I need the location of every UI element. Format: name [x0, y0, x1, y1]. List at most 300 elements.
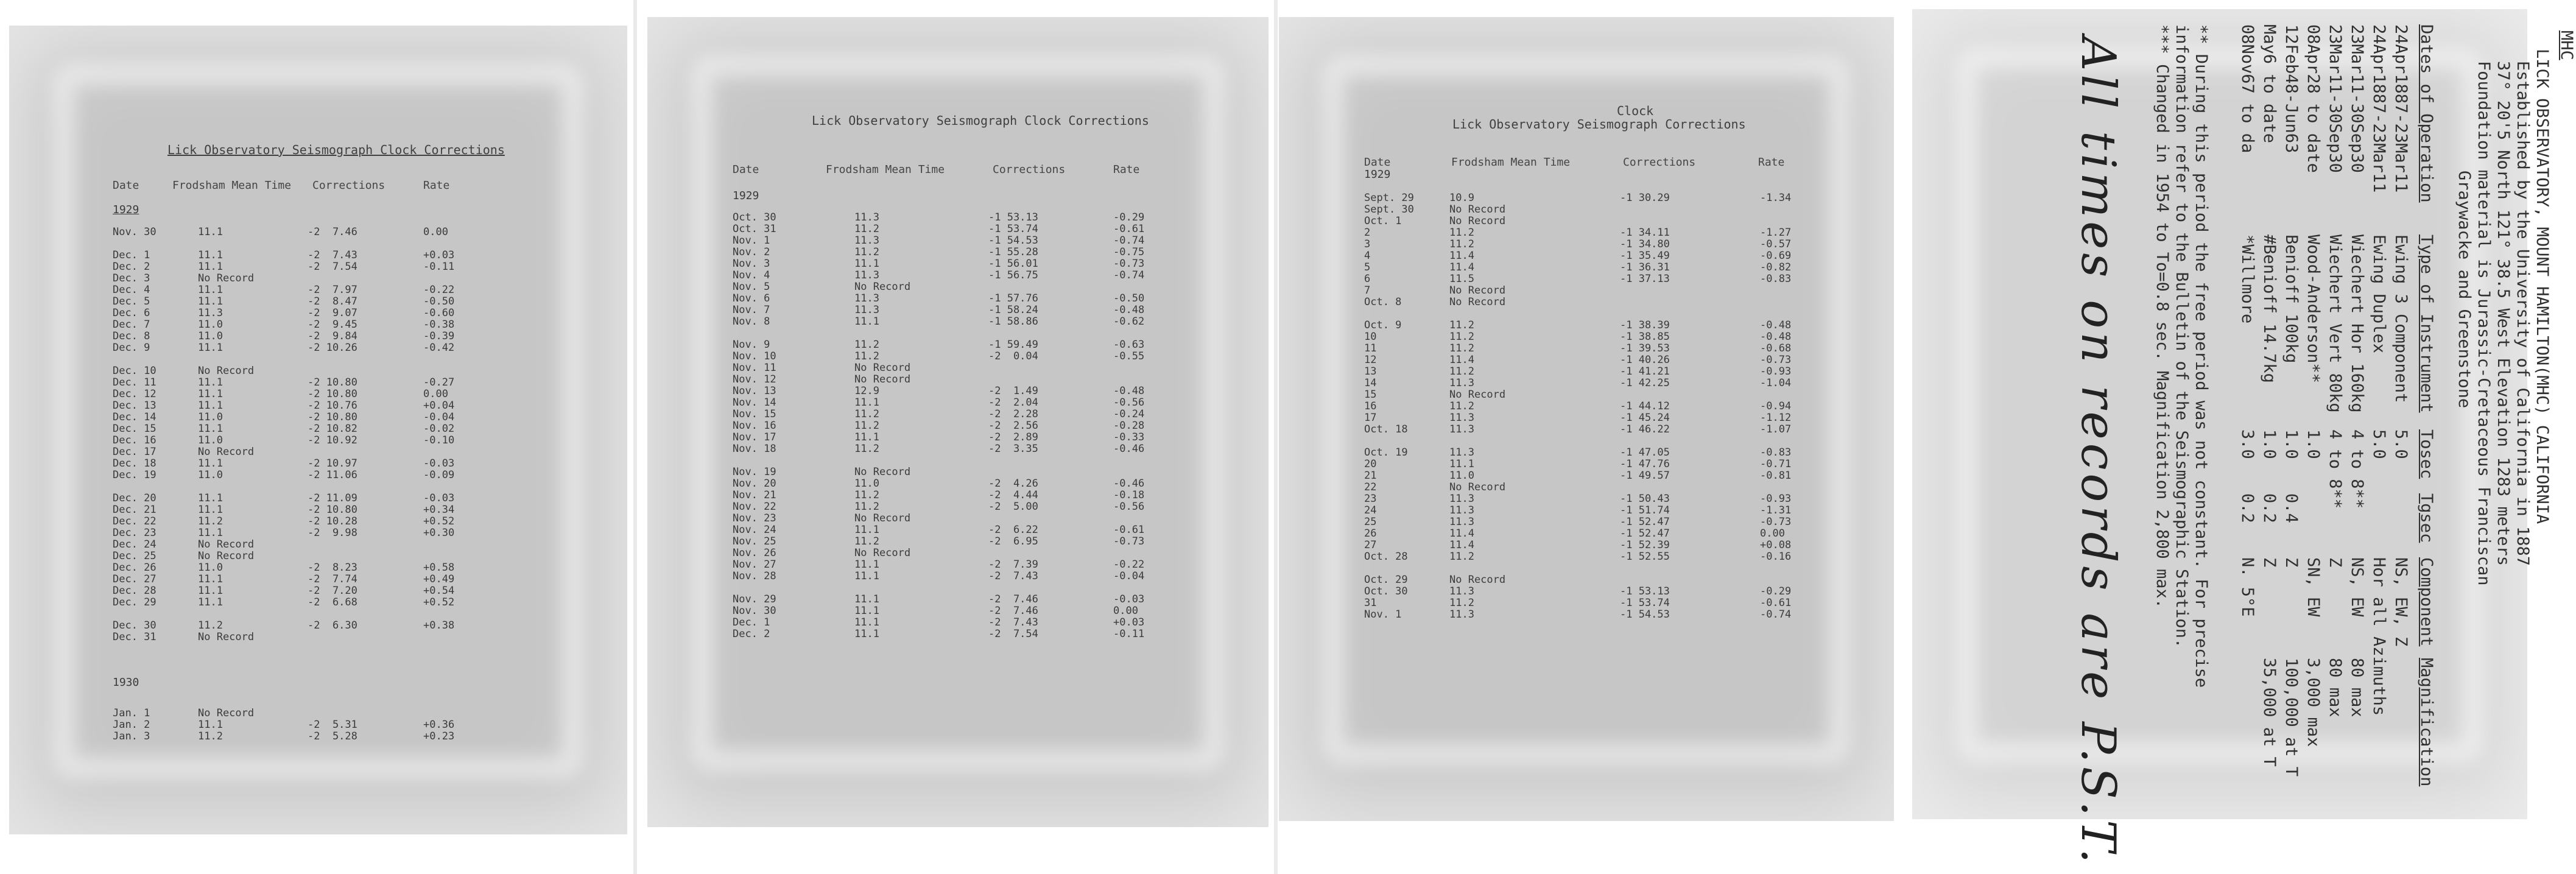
time-cell: 11.3 — [1449, 504, 1474, 516]
time-cell: 11.2 — [198, 515, 223, 527]
table-row — [1364, 493, 1863, 505]
table-row — [733, 270, 1232, 281]
correction-cell: -2 5.31 — [308, 719, 357, 731]
station-line-4: Foundation material is Jurassic-Cretaceous Franciscan — [2474, 61, 2493, 586]
correction-cell: -2 5.28 — [308, 730, 357, 742]
time-cell: 11.2 — [854, 420, 879, 432]
time-cell: 11.1 — [198, 527, 223, 539]
time-cell: 11.1 — [198, 585, 223, 597]
station-info-rotated — [2040, 24, 2576, 867]
date-cell: Nov. 11 — [733, 362, 776, 374]
rate-cell: -0.27 — [423, 376, 455, 389]
table-row — [113, 504, 600, 516]
time-cell: 11.2 — [854, 246, 879, 258]
rate-cell: -0.29 — [1113, 211, 1145, 224]
time-cell: No Record — [198, 365, 255, 377]
table-row — [733, 536, 1232, 548]
date-cell: 23 — [1364, 493, 1377, 505]
date-cell: Dec. 13 — [113, 400, 157, 412]
col-dates: Dates of Operation — [2417, 24, 2436, 203]
date-cell: 17 — [1364, 412, 1377, 424]
time-cell: 11.0 — [854, 478, 879, 490]
rate-cell: -0.03 — [423, 457, 455, 470]
time-cell: 11.3 — [1449, 423, 1474, 435]
time-cell: No Record — [1449, 284, 1506, 297]
table-row — [733, 316, 1232, 328]
correction-cell: -2 6.68 — [308, 596, 357, 608]
sheet3-header-corrections: Corrections — [1623, 156, 1696, 169]
table-row — [733, 397, 1232, 409]
instrument-cell: SN, EW — [2304, 557, 2323, 617]
date-cell: 12 — [1364, 354, 1377, 366]
time-cell: 11.2 — [854, 223, 879, 235]
date-cell: Jan. 2 — [113, 719, 150, 731]
time-cell: 11.2 — [1449, 597, 1474, 609]
date-cell: Oct. 28 — [1364, 551, 1408, 563]
sheet1-table-1930 — [113, 708, 600, 742]
date-cell: 3 — [1364, 238, 1371, 250]
rate-cell: -0.74 — [1113, 269, 1145, 281]
time-cell: 11.2 — [1449, 238, 1474, 250]
time-cell: No Record — [854, 466, 911, 478]
correction-cell: -1 41.21 — [1620, 365, 1670, 378]
correction-cell: -2 2.04 — [988, 396, 1038, 409]
instrument-cell: Hor all Azimuths — [2370, 557, 2388, 716]
rate-cell: +0.34 — [423, 504, 455, 516]
date-cell: Dec. 7 — [113, 319, 150, 331]
date-cell: Nov. 7 — [733, 304, 770, 316]
correction-cell: -1 30.29 — [1620, 192, 1670, 204]
table-row — [733, 559, 1232, 571]
rate-cell: -0.18 — [1113, 489, 1145, 501]
table-row — [113, 562, 600, 574]
date-cell: 24 — [1364, 504, 1377, 516]
rate-cell: -0.38 — [423, 319, 455, 331]
correction-cell: -1 34.11 — [1620, 227, 1670, 239]
rate-cell: -0.81 — [1760, 470, 1792, 482]
sheet2-header-date: Date — [733, 163, 759, 176]
table-row — [733, 258, 1232, 270]
time-cell: 11.1 — [198, 295, 223, 308]
time-cell: 11.1 — [854, 570, 879, 582]
date-cell: Nov. 10 — [733, 350, 776, 362]
time-cell: No Record — [198, 550, 255, 562]
correction-cell: -2 7.46 — [988, 605, 1038, 617]
correction-cell: -2 7.46 — [988, 593, 1038, 605]
correction-cell: -1 47.76 — [1620, 458, 1670, 470]
time-cell: No Record — [1449, 296, 1506, 308]
rate-cell: -0.50 — [1113, 292, 1145, 305]
time-cell: No Record — [198, 446, 255, 458]
table-row — [113, 435, 600, 446]
table-row — [113, 377, 600, 389]
table-row — [1364, 540, 1863, 551]
record-sheet-1 — [9, 26, 627, 834]
date-cell: Dec. 22 — [113, 515, 157, 527]
rate-cell: -0.61 — [1760, 597, 1792, 609]
rate-cell: -0.50 — [423, 295, 455, 308]
correction-cell: -2 9.84 — [308, 330, 357, 342]
time-cell: 11.1 — [198, 400, 223, 412]
station-line-2: Established by the University of California in 1887 — [2513, 61, 2532, 566]
time-cell: 11.2 — [854, 443, 879, 455]
rate-cell: +0.03 — [423, 249, 455, 261]
correction-cell: -1 52.47 — [1620, 527, 1670, 540]
time-cell: 11.0 — [198, 434, 223, 446]
time-cell: 11.1 — [198, 596, 223, 608]
time-cell: 11.1 — [198, 388, 223, 400]
date-cell: Dec. 4 — [113, 284, 150, 296]
date-cell: Dec. 5 — [113, 295, 150, 308]
time-cell: 11.2 — [854, 339, 879, 351]
date-cell: Oct. 19 — [1364, 446, 1408, 459]
station-line-5: Graywacke and Greenstone — [2455, 171, 2474, 409]
correction-cell: -1 52.55 — [1620, 551, 1670, 563]
rate-cell: -0.60 — [423, 307, 455, 319]
time-cell: 11.1 — [198, 504, 223, 516]
table-row — [113, 284, 600, 296]
rate-cell: -0.56 — [1113, 396, 1145, 409]
time-cell: No Record — [198, 707, 255, 719]
time-cell: 11.0 — [1449, 470, 1474, 482]
table-row — [733, 617, 1232, 629]
table-row — [113, 389, 600, 400]
time-cell: No Record — [1449, 203, 1506, 216]
date-cell: 4 — [1364, 250, 1371, 262]
time-cell: 11.3 — [854, 234, 879, 247]
table-row — [1364, 482, 1863, 493]
time-cell: 11.4 — [1449, 354, 1474, 366]
date-cell: Dec. 23 — [113, 527, 157, 539]
time-cell: 11.1 — [854, 315, 879, 328]
correction-cell: -2 4.44 — [988, 489, 1038, 501]
table-row — [1364, 447, 1863, 459]
time-cell: 11.1 — [854, 431, 879, 443]
table-row — [1364, 285, 1863, 297]
table-row — [113, 620, 600, 632]
table-row — [113, 597, 600, 608]
instrument-cell: 08Apr28 to date — [2304, 24, 2323, 173]
correction-cell: -2 10.80 — [308, 376, 357, 389]
rate-cell: -0.55 — [1113, 350, 1145, 362]
instrument-cell: *Willmore — [2238, 234, 2257, 324]
date-cell: Dec. 29 — [113, 596, 157, 608]
table-row — [733, 467, 1232, 478]
time-cell: 11.1 — [198, 719, 223, 731]
rate-cell: +0.54 — [423, 585, 455, 597]
date-cell: Oct. 8 — [1364, 296, 1402, 308]
instrument-cell: 23Mar11-30Sep30 — [2348, 24, 2367, 173]
instrument-cell: Wiechert Hor 160kg — [2348, 234, 2367, 413]
date-cell: 13 — [1364, 365, 1377, 378]
date-cell: Nov. 6 — [733, 292, 770, 305]
sheet3-year: 1929 — [1364, 168, 1391, 181]
table-row — [113, 446, 600, 458]
time-cell: No Record — [1449, 215, 1506, 227]
instrument-cell: 1.0 — [2260, 429, 2279, 459]
correction-cell: -2 6.95 — [988, 535, 1038, 548]
record-sheet-2 — [647, 17, 1269, 827]
table-row — [733, 524, 1232, 536]
date-cell: Dec. 1 — [113, 249, 150, 261]
date-cell: 20 — [1364, 458, 1377, 470]
table-row — [113, 342, 600, 354]
time-cell: 11.2 — [854, 350, 879, 362]
sheet2-header-rate: Rate — [1113, 163, 1140, 176]
correction-cell: -2 7.43 — [308, 249, 357, 261]
table-row — [1364, 273, 1863, 285]
rate-cell: +0.23 — [423, 730, 455, 742]
table-row — [733, 362, 1232, 374]
table-row — [1364, 401, 1863, 412]
table-row — [733, 235, 1232, 247]
time-cell: 11.1 — [198, 457, 223, 470]
date-cell: Nov. 24 — [733, 524, 776, 536]
sheet2-year: 1929 — [733, 189, 759, 202]
time-cell: 11.1 — [198, 261, 223, 273]
rate-cell: -0.93 — [1760, 365, 1792, 378]
correction-cell: -1 54.53 — [988, 234, 1038, 247]
table-row — [113, 551, 600, 562]
correction-cell: -1 36.31 — [1620, 261, 1670, 273]
col-tosec: Tosec — [2417, 429, 2436, 479]
time-cell: 11.2 — [854, 489, 879, 501]
rate-cell: -0.09 — [423, 469, 455, 481]
rate-cell: -0.04 — [423, 411, 455, 423]
correction-cell: -2 2.89 — [988, 431, 1038, 443]
table-row — [113, 708, 600, 719]
date-cell: Nov. 14 — [733, 396, 776, 409]
rate-cell: -0.11 — [423, 261, 455, 273]
rate-cell: -0.10 — [423, 434, 455, 446]
correction-cell: -1 37.13 — [1620, 273, 1670, 285]
date-cell: Nov. 28 — [733, 570, 776, 582]
correction-cell: -2 7.54 — [988, 628, 1038, 640]
table-row — [1364, 297, 1863, 308]
correction-cell: -2 7.97 — [308, 284, 357, 296]
rate-cell: -1.04 — [1760, 377, 1792, 389]
date-cell: Oct. 31 — [733, 223, 776, 235]
correction-cell: -1 58.86 — [988, 315, 1038, 328]
rate-cell: +0.49 — [423, 573, 455, 585]
date-cell: Jan. 1 — [113, 707, 150, 719]
correction-cell: -2 10.82 — [308, 423, 357, 435]
date-cell: Nov. 15 — [733, 408, 776, 420]
table-row — [733, 409, 1232, 420]
time-cell: 11.4 — [1449, 250, 1474, 262]
time-cell: 11.1 — [198, 492, 223, 504]
date-cell: Dec. 15 — [113, 423, 157, 435]
time-cell: 11.1 — [854, 396, 879, 409]
table-row — [113, 296, 600, 308]
correction-cell: -2 2.28 — [988, 408, 1038, 420]
sheet2-header-time: Frodsham Mean Time — [826, 163, 945, 176]
table-row — [733, 351, 1232, 362]
rate-cell: -0.69 — [1760, 250, 1792, 262]
rate-cell: 0.00 — [423, 388, 448, 400]
date-cell: Dec. 2 — [113, 261, 150, 273]
correction-cell: -2 7.54 — [308, 261, 357, 273]
time-cell: No Record — [854, 373, 911, 386]
correction-cell: -2 10.80 — [308, 411, 357, 423]
correction-cell: -2 7.46 — [308, 226, 357, 238]
table-row — [113, 493, 600, 504]
instrument-cell: 3.0 — [2238, 429, 2257, 459]
time-cell: 11.2 — [1449, 365, 1474, 378]
table-row — [1364, 412, 1863, 424]
correction-cell: -2 10.76 — [308, 400, 357, 412]
instrument-cell: 23Mar11-30Sep30 — [2326, 24, 2345, 173]
time-cell: 11.1 — [198, 342, 223, 354]
date-cell: 2 — [1364, 227, 1371, 239]
station-info-sheet — [1912, 9, 2576, 867]
correction-cell: -1 57.76 — [988, 292, 1038, 305]
table-row — [733, 605, 1232, 617]
rate-cell: -0.57 — [1760, 238, 1792, 250]
correction-cell: -2 11.09 — [308, 492, 357, 504]
table-row — [1364, 239, 1863, 250]
rate-cell: 0.00 — [1113, 605, 1138, 617]
date-cell: Nov. 8 — [733, 315, 770, 328]
correction-cell: -2 7.20 — [308, 585, 357, 597]
date-cell: Nov. 12 — [733, 373, 776, 386]
correction-cell: -1 54.53 — [1620, 608, 1670, 621]
table-row — [733, 490, 1232, 501]
instrument-cell: 4 to 8** — [2326, 429, 2345, 509]
time-cell: 11.3 — [1449, 493, 1474, 505]
time-cell: 11.1 — [854, 258, 879, 270]
table-row — [1364, 331, 1863, 343]
date-cell: Oct. 18 — [1364, 423, 1408, 435]
rate-cell: +0.36 — [423, 719, 455, 731]
table-row — [1364, 597, 1863, 609]
date-cell: 22 — [1364, 481, 1377, 493]
correction-cell: -2 8.47 — [308, 295, 357, 308]
instrument-cell: 100,000 at T — [2282, 658, 2301, 777]
sheet3-table — [1364, 192, 1863, 621]
table-row — [113, 574, 600, 585]
table-row — [733, 629, 1232, 640]
fold-line-1 — [633, 0, 637, 874]
date-cell: Nov. 29 — [733, 593, 776, 605]
date-cell: Nov. 25 — [733, 535, 776, 548]
rate-cell: -0.56 — [1113, 501, 1145, 513]
sheet1-header-time: Frodsham Mean Time — [172, 179, 292, 192]
rate-cell: 0.00 — [1760, 527, 1785, 540]
instrument-cell: 5.0 — [2391, 429, 2410, 459]
table-row — [113, 470, 600, 481]
date-cell: Jan. 3 — [113, 730, 150, 742]
correction-cell: -2 10.80 — [308, 388, 357, 400]
sheet2-title: Lick Observatory Seismograph Clock Corrections — [812, 113, 1149, 128]
rate-cell: -0.22 — [423, 284, 455, 296]
date-cell: Oct. 29 — [1364, 574, 1408, 586]
sheet1-header-corrections: Corrections — [312, 179, 385, 192]
table-row — [1364, 227, 1863, 239]
correction-cell: -1 56.01 — [988, 258, 1038, 270]
instrument-cell: Benioff 100kg — [2282, 234, 2301, 364]
date-cell: Nov. 30 — [113, 226, 157, 238]
rate-cell: -1.07 — [1760, 423, 1792, 435]
rate-cell: -0.46 — [1113, 478, 1145, 490]
rate-cell: +0.58 — [423, 562, 455, 574]
correction-cell: -2 10.26 — [308, 342, 357, 354]
correction-cell: -1 58.24 — [988, 304, 1038, 316]
table-row — [1364, 528, 1863, 540]
sheet2-table — [733, 212, 1232, 640]
time-cell: 11.4 — [1449, 527, 1474, 540]
date-cell: Nov. 18 — [733, 443, 776, 455]
col-magnification: Magnification — [2417, 658, 2436, 787]
instrument-cell: Ewing 3 Component — [2391, 234, 2410, 403]
time-cell: 11.1 — [1449, 458, 1474, 470]
rate-cell: -0.16 — [1760, 551, 1792, 563]
instrument-cell: 3,000 max — [2304, 658, 2323, 747]
note-1: ** During this period the free period was not constant. For precise — [2192, 24, 2211, 688]
time-cell: 11.1 — [854, 524, 879, 536]
table-row — [733, 432, 1232, 443]
date-cell: Dec. 16 — [113, 434, 157, 446]
date-cell: 31 — [1364, 597, 1377, 609]
correction-cell: -2 7.43 — [988, 616, 1038, 629]
correction-cell: -1 38.39 — [1620, 319, 1670, 331]
rate-cell: -0.61 — [1113, 524, 1145, 536]
correction-cell: -1 53.74 — [1620, 597, 1670, 609]
table-row — [113, 719, 600, 731]
instrument-cell: Wood-Anderson** — [2304, 234, 2323, 383]
instrument-cell: 80 max — [2326, 658, 2345, 717]
correction-cell: -2 6.30 — [308, 619, 357, 632]
time-cell: 11.4 — [1449, 261, 1474, 273]
table-row — [733, 478, 1232, 490]
table-row — [113, 632, 600, 643]
correction-cell: -1 46.22 — [1620, 423, 1670, 435]
rate-cell: -0.61 — [1113, 223, 1145, 235]
instrument-cell: Z — [2326, 557, 2345, 568]
instrument-cell: 1.0 — [2304, 429, 2323, 459]
table-row — [113, 365, 600, 377]
date-cell: Nov. 9 — [733, 339, 770, 351]
rate-cell: -0.22 — [1113, 559, 1145, 571]
correction-cell: -1 44.12 — [1620, 400, 1670, 412]
table-row — [113, 458, 600, 470]
date-cell: Dec. 10 — [113, 365, 157, 377]
table-row — [733, 305, 1232, 316]
rate-cell: -0.29 — [1760, 585, 1792, 597]
date-cell: Nov. 1 — [1364, 608, 1402, 621]
sheet1-year-1929: 1929 — [113, 203, 139, 216]
date-cell: 7 — [1364, 284, 1371, 297]
record-sheet-3 — [1279, 17, 1894, 821]
correction-cell: -2 7.43 — [988, 570, 1038, 582]
time-cell: 11.2 — [198, 730, 223, 742]
date-cell: Dec. 11 — [113, 376, 157, 389]
date-cell: 16 — [1364, 400, 1377, 412]
time-cell: No Record — [854, 281, 911, 293]
table-row — [733, 224, 1232, 235]
date-cell: Oct. 9 — [1364, 319, 1402, 331]
table-row — [1364, 262, 1863, 273]
instrument-cell: 5.0 — [2370, 429, 2388, 459]
time-cell: 11.1 — [854, 616, 879, 629]
correction-cell: -1 50.43 — [1620, 493, 1670, 505]
date-cell: 6 — [1364, 273, 1371, 285]
date-cell: Nov. 22 — [733, 501, 776, 513]
table-row — [733, 571, 1232, 582]
table-row — [1364, 516, 1863, 528]
correction-cell: -2 7.39 — [988, 559, 1038, 571]
time-cell: 11.1 — [854, 605, 879, 617]
